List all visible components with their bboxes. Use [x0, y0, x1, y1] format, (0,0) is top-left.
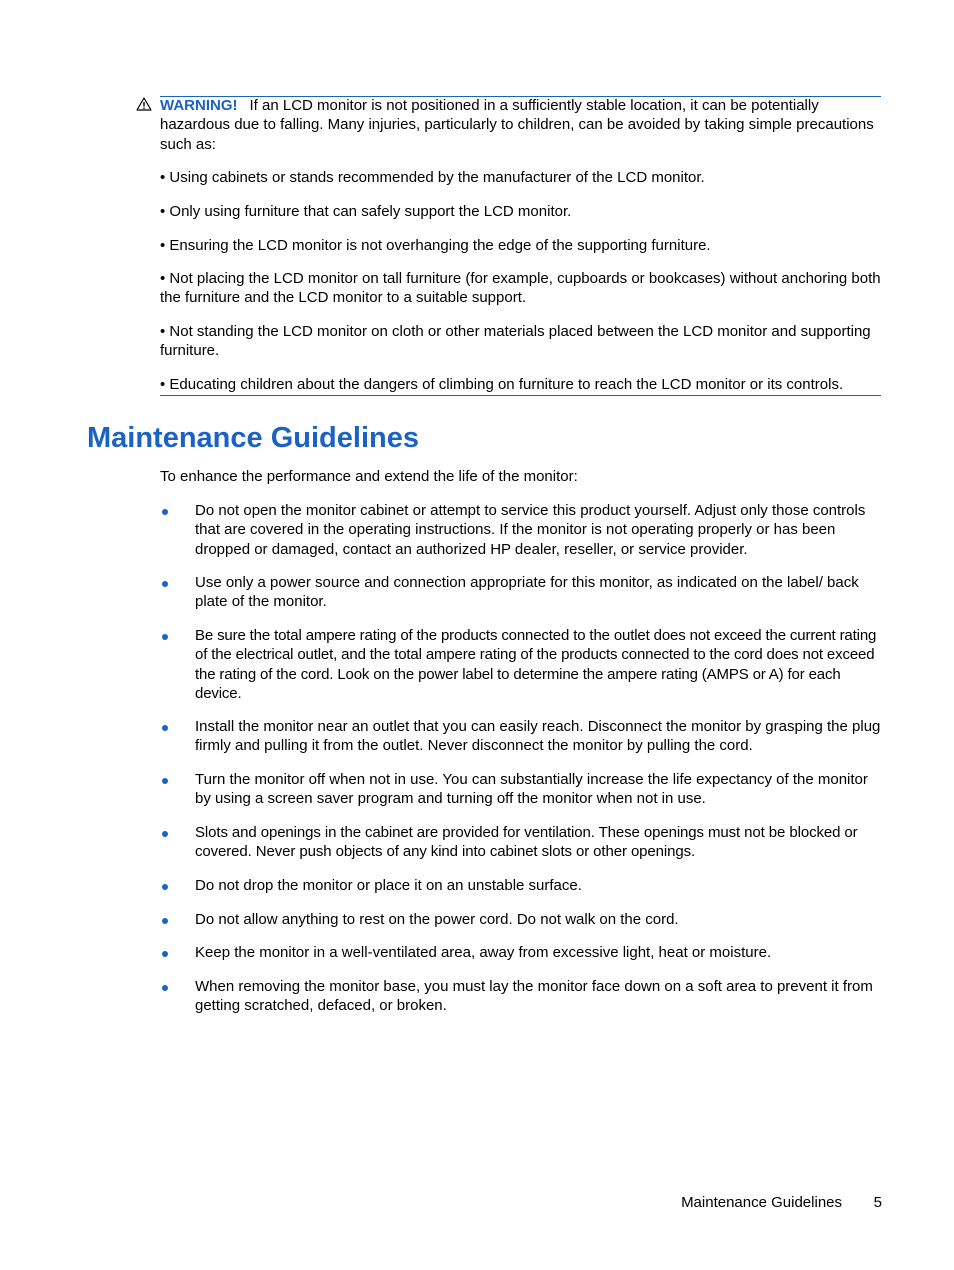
- list-item: [160, 823, 882, 862]
- bullet-icon: [162, 951, 168, 957]
- list-item-text: Do not open the monitor cabinet or attempt to service this product yourself. Adjust only those controls that are covered in the operating instructions. If the monitor is not operating properly or has been dropped or damaged, contact an authorized HP dealer, reseller, or service provider.: [195, 502, 866, 558]
- warning-bullet: • Educating children about the dangers of climbing on furniture to reach the LCD monitor or its controls.: [160, 376, 844, 393]
- list-item: [160, 717, 882, 756]
- warning-bullet: • Ensuring the LCD monitor is not overhanging the edge of the supporting furniture.: [160, 237, 711, 254]
- list-item-text: Be sure the total ampere rating of the products connected to the outlet does not exceed the current rating of the electrical outlet, and the total ampere rating of the products connected to the cord does not exceed the rating of the cord. Look on the power label to determine the ampere rating (AMPS or A) for each device.: [195, 627, 877, 703]
- bullet-icon: [162, 918, 168, 924]
- section-title: Maintenance Guidelines: [87, 422, 419, 454]
- bullet-icon: [162, 581, 168, 587]
- list-item-text: Keep the monitor in a well-ventilated area, away from excessive light, heat or moisture.: [195, 944, 772, 961]
- list-item: [160, 943, 882, 962]
- page-footer: [0, 1193, 954, 1213]
- warning-bullet: • Using cabinets or stands recommended by the manufacturer of the LCD monitor.: [160, 169, 705, 186]
- bullet-icon: [162, 509, 168, 515]
- list-item: [160, 573, 882, 612]
- list-item-text: Turn the monitor off when not in use. You can substantially increase the life expectancy of the monitor by using a screen saver program and turning off the monitor when not in use.: [195, 771, 868, 808]
- warning-intro-text: If an LCD monitor is not positioned in a sufficiently stable location, it can be potentially hazardous due to falling. Many injuries, particularly to children, can be avoided by taking simple precautions such as:: [160, 97, 874, 153]
- bullet-icon: [162, 831, 168, 837]
- list-item: [160, 910, 882, 929]
- list-item-text: Slots and openings in the cabinet are provided for ventilation. These openings must not be blocked or covered. Never push objects of any kind into cabinet slots or other openings.: [195, 824, 858, 861]
- list-item: [160, 770, 882, 809]
- bullet-icon: [162, 884, 168, 890]
- bullet-icon: [162, 634, 168, 640]
- page-number: 5: [873, 1194, 882, 1211]
- list-item: [160, 626, 882, 704]
- warning-triangle-icon: [136, 97, 152, 111]
- list-item: [160, 501, 882, 559]
- warning-bullet: • Not standing the LCD monitor on cloth or other materials placed between the LCD monitor and supporting furniture.: [160, 323, 871, 360]
- warning-label: WARNING!: [160, 97, 238, 114]
- list-item: [160, 977, 882, 1016]
- list-item-text: Use only a power source and connection appropriate for this monitor, as indicated on the label/ back plate of the monitor.: [195, 574, 859, 611]
- list-item: [160, 876, 882, 895]
- warning-bullet: • Only using furniture that can safely support the LCD monitor.: [160, 203, 572, 220]
- list-item-text: Install the monitor near an outlet that you can easily reach. Disconnect the monitor by grasping the plug firmly and pulling it from the outlet. Never disconnect the monitor by pulling the cord.: [195, 718, 881, 755]
- list-item-text: When removing the monitor base, you must lay the monitor face down on a soft area to prevent it from getting scratched, defaced, or broken.: [195, 978, 873, 1015]
- footer-title: Maintenance Guidelines: [681, 1194, 842, 1211]
- bullet-icon: [162, 778, 168, 784]
- bullet-icon: [162, 725, 168, 731]
- warning-bullet: • Not placing the LCD monitor on tall furniture (for example, cupboards or bookcases) without anchoring both the furniture and the LCD monitor to a suitable support.: [160, 270, 881, 307]
- warning-intro: [160, 96, 882, 154]
- section-intro: To enhance the performance and extend the life of the monitor:: [160, 468, 578, 485]
- list-item-text: Do not drop the monitor or place it on an unstable surface.: [195, 877, 582, 894]
- bullet-icon: [162, 985, 168, 991]
- list-item-text: Do not allow anything to rest on the power cord. Do not walk on the cord.: [195, 911, 679, 928]
